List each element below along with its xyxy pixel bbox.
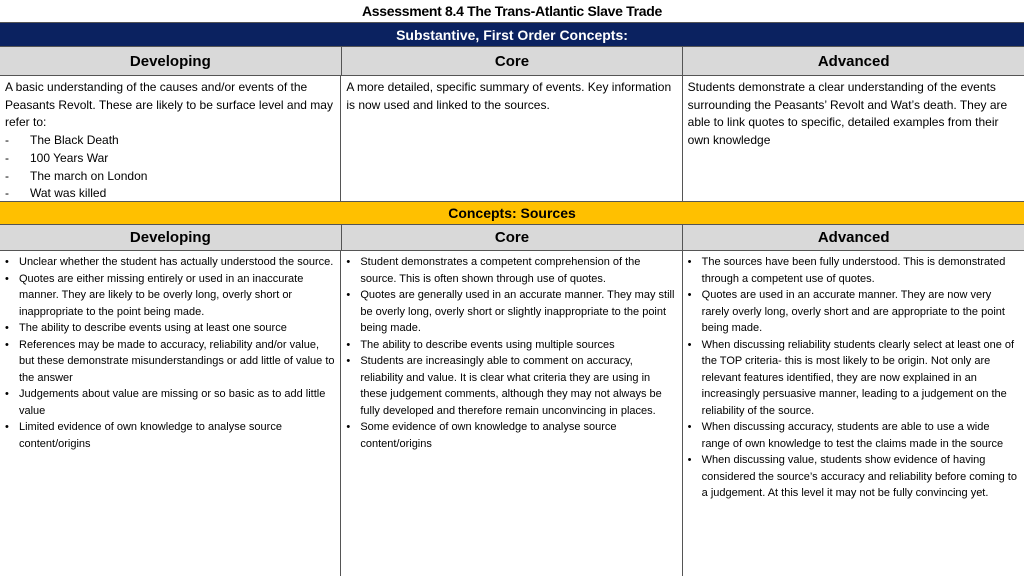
section-heading-sources: Concepts: Sources: [0, 201, 1024, 225]
list-item: • When discussing accuracy, students are able to use a wide range of own knowledge to test the claims made in the source: [688, 419, 1019, 452]
header-core: Core: [342, 47, 684, 75]
section-heading-substantive: Substantive, First Order Concepts:: [0, 23, 1024, 47]
column-headers-2: [0, 225, 1024, 251]
list-item: • Student demonstrates a competent comprehension of the source. This is often shown through use of quotes.: [346, 254, 676, 287]
list-item: • When discussing reliability students clearly select at least one of the TOP criteria- this is most likely to be origin. Not only are relevant features identified, they are now explained in an increasingly persuasive manner, leading to a judgement on the reliability of the source.: [688, 337, 1019, 420]
list-item: • Students are increasingly able to comment on accuracy, reliability and value. It is clear what criteria they are using in these judgement comments, although they may not always be fully developed and therefore remain unconvincing in places.: [346, 353, 676, 419]
header-developing: Developing: [0, 225, 342, 250]
list-item: - 100 Years War: [5, 150, 335, 168]
list-item: • Limited evidence of own knowledge to analyse source content/origins: [5, 419, 335, 452]
developing-text: A basic understanding of the causes and/or events of the Peasants Revolt. These are likely to be surface level and may refer to:: [5, 80, 333, 130]
cell-core: [341, 251, 682, 576]
list-item: • The ability to describe events using at least one source: [5, 320, 335, 337]
list-item: • The sources have been fully understood. This is demonstrated through a competent use of quotes.: [688, 254, 1019, 287]
list-item: • References may be made to accuracy, reliability and/or value, but these demonstrate misunderstandings or add little of value to the answer: [5, 337, 335, 387]
cell-core: A more detailed, specific summary of events. Key information is now used and linked to the sources.: [341, 76, 682, 201]
cell-advanced: [683, 251, 1024, 576]
list-item: • Quotes are used in an accurate manner. They are now very rarely overly long, overly short and are appropriate to the point being made.: [688, 287, 1019, 337]
list-item: • Quotes are either missing entirely or used in an inaccurate manner. They are likely to be overly long, overly short or inappropriate to the point being made.: [5, 271, 335, 321]
list-item: • The ability to describe events using multiple sources: [346, 337, 676, 354]
header-core: Core: [342, 225, 684, 250]
header-developing: Developing: [0, 47, 342, 75]
list-item: - The Black Death: [5, 132, 335, 150]
list-item: • Unclear whether the student has actually understood the source.: [5, 254, 335, 271]
header-advanced: Advanced: [817, 229, 890, 246]
list-item: • Judgements about value are missing or so basic as to add little value: [5, 386, 335, 419]
list-item: - Wat was killed: [5, 185, 335, 203]
cell-developing: [0, 76, 341, 201]
cell-developing: [0, 251, 341, 576]
column-headers-1: [0, 47, 1024, 76]
developing-list: [5, 132, 335, 203]
sources-row: [0, 251, 1024, 576]
list-item: • Some evidence of own knowledge to analyse source content/origins: [346, 419, 676, 452]
cell-advanced: Students demonstrate a clear understanding of the events surrounding the Peasants’ Revolt and Wat’s death. They are able to link quotes to specific, detailed examples from their own knowledge: [687, 80, 1008, 148]
substantive-row: [0, 76, 1024, 201]
page-title: Assessment 8.4 The Trans-Atlantic Slave Trade: [0, 0, 1024, 23]
list-item: • When discussing value, students show evidence of having considered the source’s accuracy and reliability before coming to a judgement. At this level it may not be fully convincing yet.: [688, 452, 1019, 502]
header-advanced: Advanced: [817, 52, 890, 70]
list-item: - The march on London: [5, 168, 335, 186]
list-item: • Quotes are generally used in an accurate manner. They may still be overly long, overly short or slightly inappropriate to the point being made.: [346, 287, 676, 337]
